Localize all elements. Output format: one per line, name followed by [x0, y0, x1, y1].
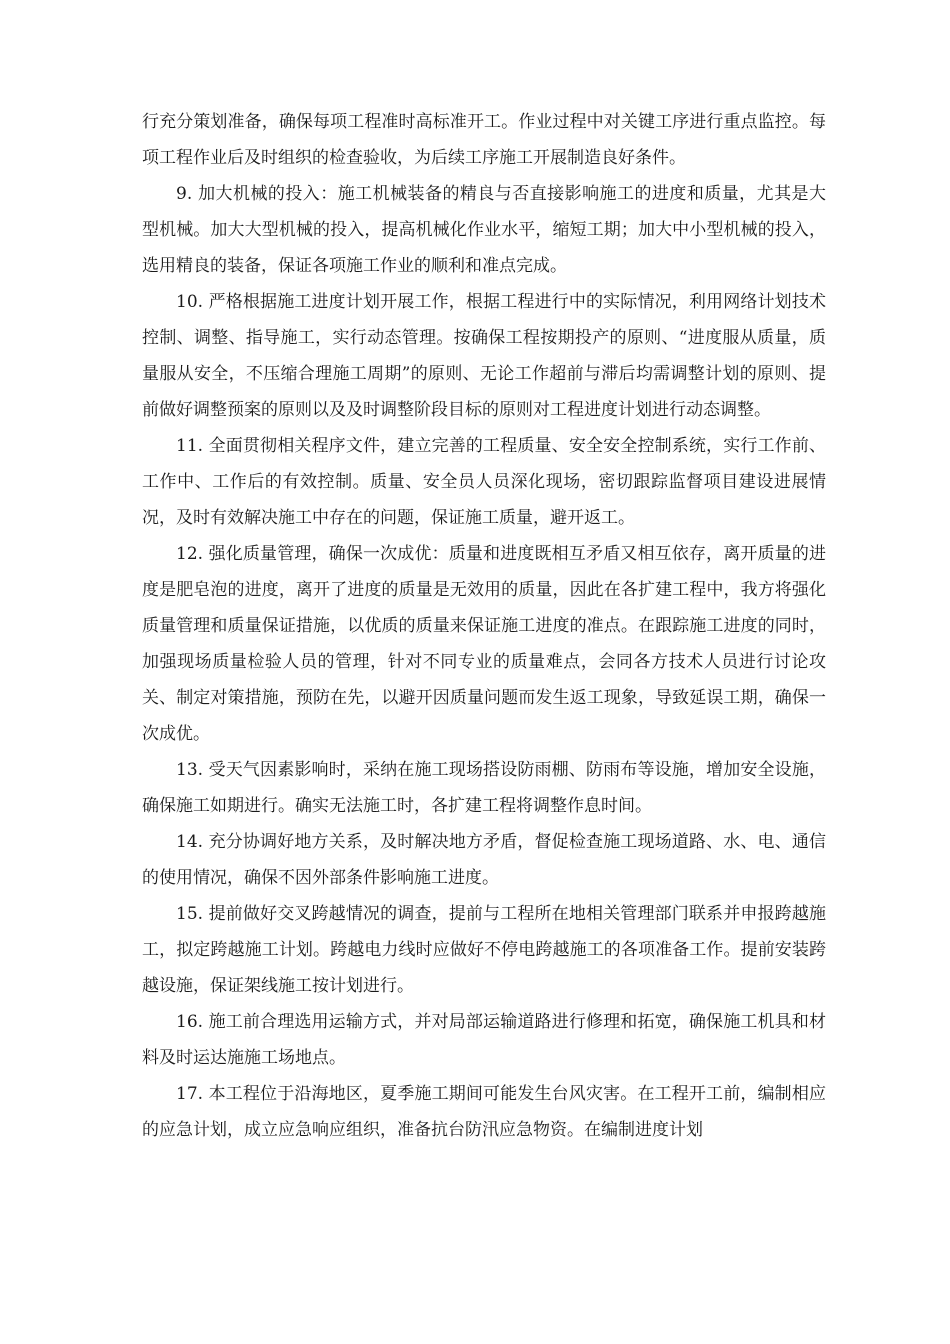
paragraph-item-17: 17. 本工程位于沿海地区，夏季施工期间可能发生台风灾害。在工程开工前，编制相应的应急计划，成立应急响应组织，准备抗台防汛应急物资。在编制进度计划 — [142, 1084, 826, 1140]
paragraph-item-13: 13. 受天气因素影响时，采纳在施工现场搭设防雨棚、防雨布等设施，增加安全设施，确保施工如期进行。确实无法施工时，各扩建工程将调整作息时间。 — [142, 760, 826, 816]
paragraph-item-10: 10. 严格根据施工进度计划开展工作，根据工程进行中的实际情况，利用网络计划技术控制、调整、指导施工，实行动态管理。按确保工程按期投产的原则、“进度服从质量，质量服从安全，不压缩合理施工周期”的原则、无论工作超前与滞后均需调整计划的原则、提前做好调整预案的原则以及及时调整阶段目标的原则对工程进度计划进行动态调整。 — [142, 292, 826, 420]
paragraph-item-15: 15. 提前做好交叉跨越情况的调查，提前与工程所在地相关管理部门联系并申报跨越施工，拟定跨越施工计划。跨越电力线时应做好不停电跨越施工的各项准备工作。提前安装跨越设施，保证架线施工按计划进行。 — [142, 904, 826, 996]
paragraph-continuation: 行充分策划准备，确保每项工程准时高标准开工。作业过程中对关键工序进行重点监控。每项工程作业后及时组织的检查验收，为后续工序施工开展制造良好条件。 — [142, 112, 826, 168]
paragraph-item-9: 9. 加大机械的投入：施工机械装备的精良与否直接影响施工的进度和质量，尤其是大型机械。加大大型机械的投入，提高机械化作业水平，缩短工期；加大中小型机械的投入，选用精良的装备，保证各项施工作业的顺利和准点完成。 — [142, 184, 826, 276]
paragraph-item-14: 14. 充分协调好地方关系，及时解决地方矛盾，督促检查施工现场道路、水、电、通信的使用情况，确保不因外部条件影响施工进度。 — [142, 832, 826, 888]
paragraph-item-11: 11. 全面贯彻相关程序文件，建立完善的工程质量、安全安全控制系统，实行工作前、工作中、工作后的有效控制。质量、安全员人员深化现场，密切跟踪监督项目建设进展情况，及时有效解决施工中存在的问题，保证施工质量，避开返工。 — [142, 436, 826, 528]
paragraph-item-12: 12. 强化质量管理，确保一次成优：质量和进度既相互矛盾又相互依存，离开质量的进度是肥皂泡的进度，离开了进度的质量是无效用的质量，因此在各扩建工程中，我方将强化质量管理和质量保证措施，以优质的质量来保证施工进度的准点。在跟踪施工进度的同时，加强现场质量检验人员的管理，针对不同专业的质量难点，会同各方技术人员进行讨论攻关、制定对策措施，预防在先，以避开因质量问题而发生返工现象，导致延误工期，确保一次成优。 — [142, 544, 826, 744]
paragraph-item-16: 16. 施工前合理选用运输方式，并对局部运输道路进行修理和拓宽，确保施工机具和材料及时运达施施工场地点。 — [142, 1012, 826, 1068]
document-body — [142, 104, 826, 1148]
